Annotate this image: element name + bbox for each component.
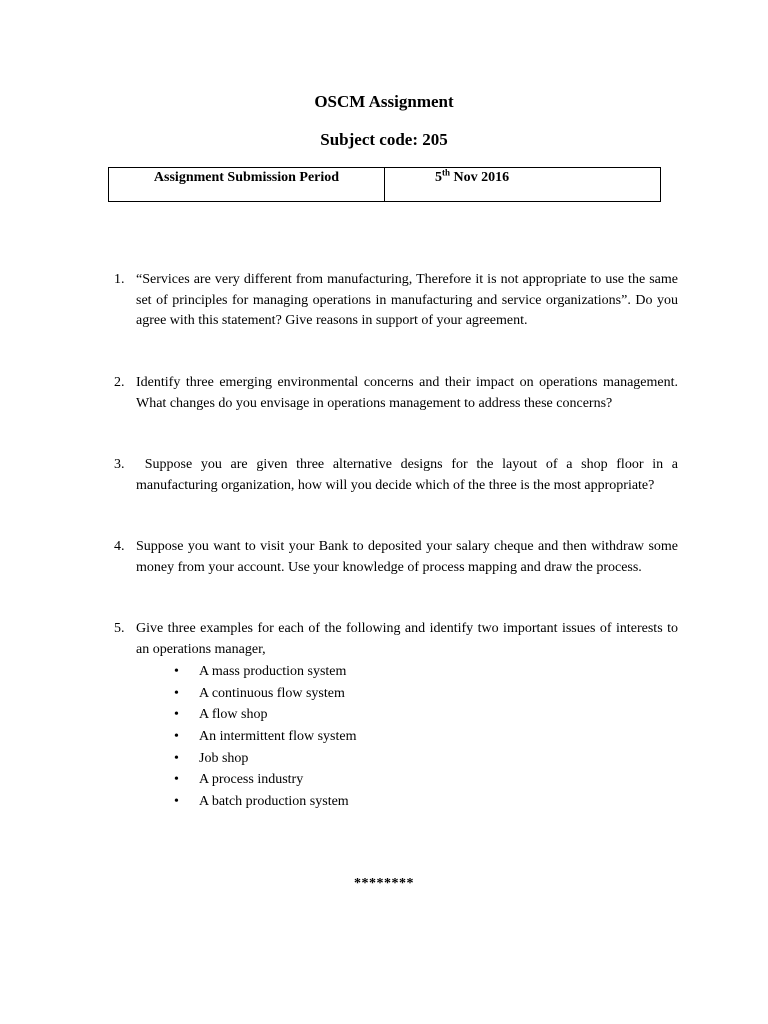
list-item-text: A continuous flow system: [199, 685, 345, 701]
bullet-icon: •: [174, 750, 179, 766]
question-number: 2.: [114, 375, 125, 390]
bullet-icon: •: [174, 794, 179, 810]
subject-code: Subject code: 205: [320, 130, 448, 149]
bullet-icon: •: [174, 707, 179, 723]
list-item: [174, 704, 356, 726]
list-item: [174, 661, 356, 683]
question-number: 4.: [114, 539, 125, 554]
question-text: Suppose you want to visit your Bank to deposited your salary cheque and then withdraw some money from your account. Use your knowledge of process mapping and draw the process.: [136, 539, 678, 575]
question-3: [114, 455, 682, 496]
question-number: 5.: [114, 621, 125, 636]
question-number: 3.: [114, 457, 125, 472]
question-1: [114, 270, 678, 332]
question-text: Identify three emerging environmental concerns and their impact on operations management. What changes do you envisage in operations management to address these concerns?: [136, 375, 678, 411]
submission-period-date: [385, 168, 661, 202]
question-2: [114, 373, 678, 414]
date-suffix: th: [442, 167, 451, 178]
list-item-text: A flow shop: [199, 707, 268, 723]
list-item: [174, 791, 356, 813]
end-marker: ********: [354, 876, 414, 891]
list-item: [174, 748, 356, 770]
bullet-icon: •: [174, 685, 179, 701]
submission-period-label: Assignment Submission Period: [109, 168, 385, 202]
list-item: [174, 769, 356, 791]
bullet-icon: •: [174, 729, 179, 745]
question-text: “Services are very different from manufacturing, Therefore it is not appropriate to use the same set of principles for managing operations in manufacturing and service organizations”. Do you agree with this statement? Give reasons in support of your agreement.: [136, 272, 678, 328]
question-4: [114, 537, 678, 578]
bullet-icon: •: [174, 772, 179, 788]
system-list: [174, 661, 356, 813]
list-item-text: A process industry: [199, 772, 304, 788]
list-item-text: An intermittent flow system: [199, 729, 357, 745]
question-number: 1.: [114, 272, 125, 287]
list-item: [174, 726, 356, 748]
question-text: Give three examples for each of the following and identify two important issues of interests to an operations manager,: [136, 621, 678, 657]
date-rest: Nov 2016: [450, 170, 510, 185]
list-item-text: A batch production system: [199, 794, 349, 810]
date-day: 5: [435, 170, 442, 185]
submission-period-table: [108, 167, 661, 202]
list-item-text: A mass production system: [199, 664, 347, 679]
question-5: [114, 619, 678, 660]
question-text: Suppose you are given three alternative designs for the layout of a shop floor in a manufacturing organization, how will you decide which of the three is the most appropriate?: [136, 457, 682, 493]
list-item-text: Job shop: [199, 750, 249, 766]
list-item: [174, 683, 356, 705]
bullet-icon: •: [174, 664, 179, 679]
document-title: OSCM Assignment: [314, 92, 454, 111]
